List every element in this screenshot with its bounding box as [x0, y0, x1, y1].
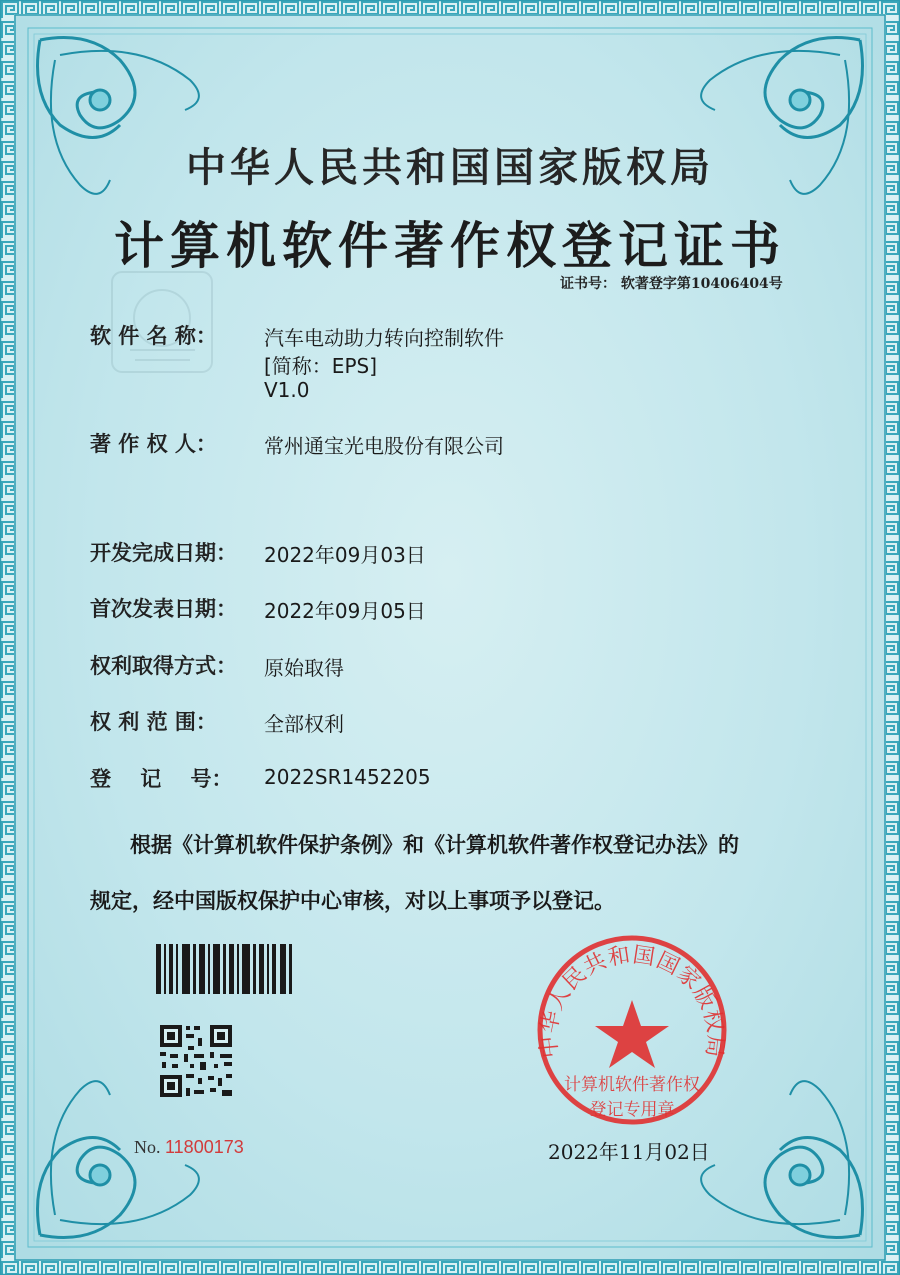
issue-date: 2022年11月02日: [548, 1140, 710, 1164]
scope-label: 权 利 范 围：: [90, 709, 217, 734]
certificate-number: 证书号： 软著登字第10406404号: [560, 276, 783, 292]
software-name-label: 软 件 名 称：: [90, 323, 217, 348]
statement-line-1: 根据《计算机软件保护条例》和《计算机软件著作权登记办法》的: [130, 832, 739, 857]
seal-arc-text: 中华人民共和国国家版权局: [536, 942, 728, 1060]
serial-number: [134, 1137, 244, 1158]
registration-number: 2022SR1452205: [264, 765, 431, 789]
dev-date: 2022年09月03日: [264, 543, 426, 567]
serial-prefix: No.: [134, 1137, 161, 1157]
pub-date: 2022年09月05日: [264, 599, 426, 623]
software-name: 汽车电动助力转向控制软件: [264, 326, 504, 350]
serial-value: 11800173: [165, 1137, 244, 1157]
dev-date-label: 开发完成日期：: [90, 540, 237, 565]
registration-number-label: 登 记 号：: [90, 766, 233, 791]
issuing-authority: 中华人民共和国国家版权局: [186, 144, 714, 191]
seal-line-2: 登记专用章: [589, 1100, 675, 1120]
scope: 全部权利: [264, 712, 344, 736]
seal-line-1: 计算机软件著作权: [564, 1075, 700, 1095]
owner: 常州通宝光电股份有限公司: [264, 434, 504, 458]
acquire-method-label: 权利取得方式：: [90, 653, 237, 678]
software-short-name: [简称：EPS]: [264, 354, 377, 378]
acquire-method: 原始取得: [264, 656, 344, 680]
certificate-title: 计算机软件著作权登记证书: [114, 216, 786, 275]
owner-label: 著 作 权 人：: [90, 431, 217, 456]
statement-line-2: 规定，经中国版权保护中心审核，对以上事项予以登记。: [90, 888, 615, 913]
pub-date-label: 首次发表日期：: [90, 596, 237, 621]
software-version: V1.0: [264, 378, 310, 402]
